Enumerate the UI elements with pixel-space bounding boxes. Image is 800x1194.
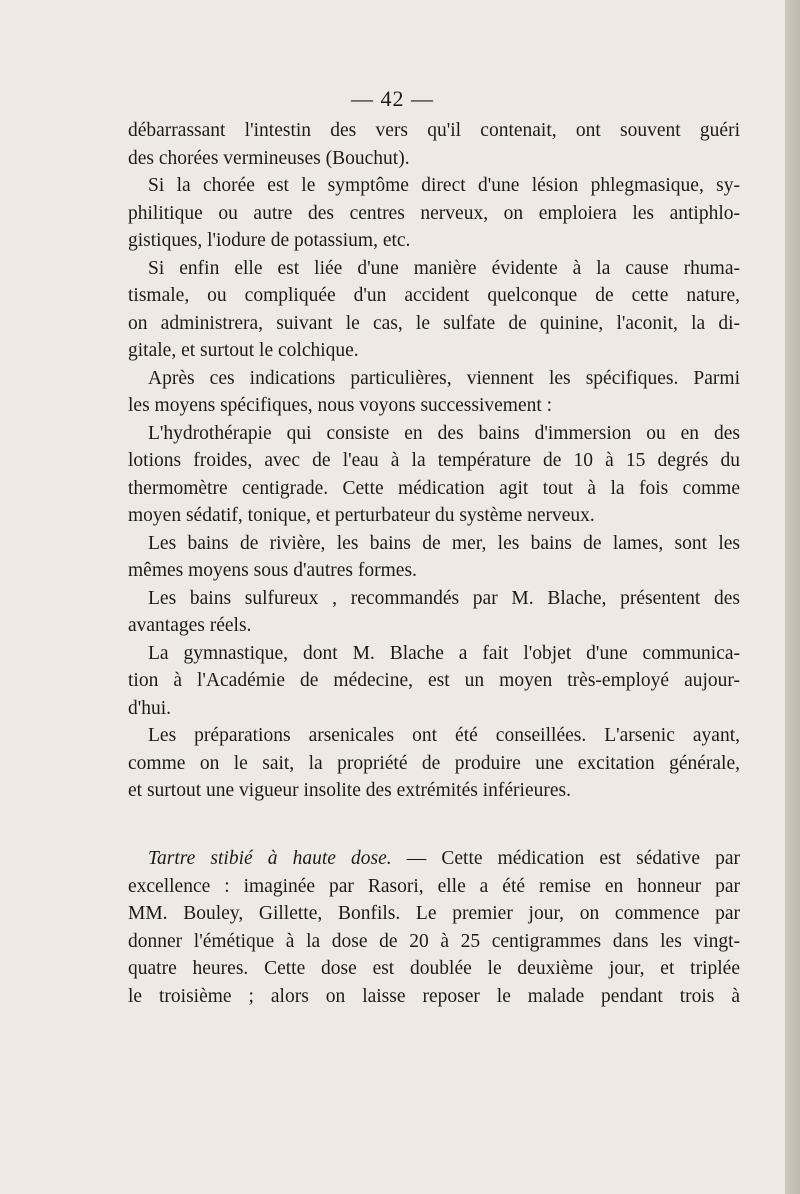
page-edge [785,0,800,1194]
text-line: comme on le sait, la propriété de produire une excitation générale, [128,752,740,774]
text-line: d'hui. [128,697,172,719]
text-line: Si enfin elle est liée d'une manière évidente à la cause rhuma- [148,257,740,279]
section-first-line [128,845,740,873]
text-line: mêmes moyens sous d'autres formes. [128,560,417,581]
text-line: Les bains sulfureux , recommandés par M. Blache, présentent des [148,587,740,609]
text-line: thermomètre centigrade. Cette médication agit tout à la fois comme [128,477,740,499]
text-line: Après ces indications particulières, viennent les spécifiques. Parmi [148,367,740,389]
text-line: lotions froides, avec de l'eau à la température de 10 à 15 degrés du [128,450,740,471]
text-line: L'hydrothérapie qui consiste en des bains d'immersion ou en des [148,422,740,444]
text-line: donner l'émétique à la dose de 20 à 25 centigrammes dans les vingt- [128,930,740,952]
text-line: gitale, et surtout le colchique. [128,340,359,361]
text-line: tion à l'Académie de médecine, est un moyen très-employé aujour- [128,670,740,691]
section-heading: Tartre stibié à haute dose. [148,848,392,869]
text-line: gistiques, l'iodure de potassium, etc. [128,230,411,251]
text-line: les moyens spécifiques, nous voyons successivement : [128,395,553,416]
text-line: et surtout une vigueur insolite des extrémités inférieures. [128,780,571,801]
page-number: — 42 — [351,86,434,111]
tartre-stibie-section [128,845,740,1010]
body-text [128,117,740,805]
text-line: on administrera, suivant le cas, le sulfate de quinine, l'aconit, la di- [128,312,740,334]
text-line: débarrassant l'intestin des vers qu'il contenait, ont souvent guéri [128,120,740,141]
text-line: Si la chorée est le symptôme direct d'une lésion phlegmasique, sy- [148,175,740,196]
section-first-line-text: — Cette médication est sédative par [391,848,740,869]
text-line: excellence : imaginée par Rasori, elle a été remise en honneur par [128,875,740,897]
text-line: avantages réels. [128,615,252,636]
text-line: Les préparations arsenicales ont été conseillées. L'arsenic ayant, [148,725,740,746]
text-line: des chorées vermineuses (Bouchut). [128,147,410,169]
text-line: le troisième ; alors on laisse reposer le malade pendant trois à [128,985,740,1007]
text-line: tismale, ou compliquée d'un accident quelconque de cette nature, [128,285,740,306]
text-line: philitique ou autre des centres nerveux, on emploiera les antiphlo- [128,202,740,224]
text-line: La gymnastique, dont M. Blache a fait l'objet d'une communica- [148,642,740,664]
text-line: Les bains de rivière, les bains de mer, les bains de lames, sont les [148,532,740,554]
text-line: quatre heures. Cette dose est doublée le deuxième jour, et triplée [128,958,740,979]
text-line: moyen sédatif, tonique, et perturbateur du système nerveux. [128,505,595,526]
text-line: MM. Bouley, Gillette, Bonfils. Le premier jour, on commence par [128,903,740,924]
